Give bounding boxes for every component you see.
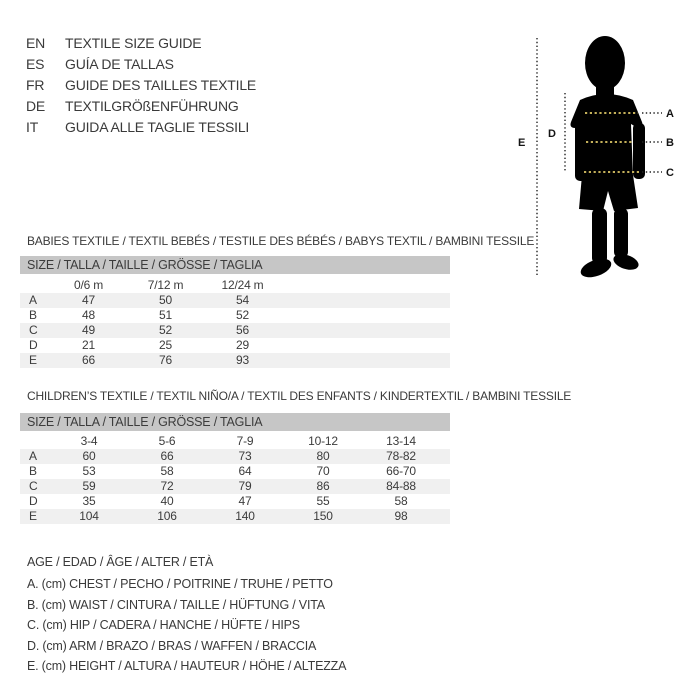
babies-column-header: 12/24 m [221, 278, 264, 292]
legend-item-height: E. (cm) HEIGHT / ALTURA / HAUTEUR / HÖHE / ALTEZZA [27, 659, 347, 674]
size-value: 72 [160, 479, 174, 493]
size-value: 55 [316, 494, 330, 508]
child-silhouette-icon [571, 36, 646, 281]
language-row [26, 75, 256, 96]
table-row [20, 509, 450, 524]
size-value: 58 [394, 494, 408, 508]
row-label: E [29, 509, 37, 523]
size-value: 58 [160, 464, 174, 478]
size-value: 53 [82, 464, 96, 478]
children-column-header: 3-4 [80, 434, 98, 448]
size-value: 84-88 [386, 479, 416, 493]
row-label: A [29, 449, 37, 463]
size-value: 25 [159, 338, 172, 352]
legend-age-line: AGE / EDAD / ÂGE / ALTER / ETÀ [27, 555, 214, 569]
size-value: 104 [79, 509, 99, 523]
babies-column-header: 7/12 m [147, 278, 184, 292]
row-label: C [29, 323, 38, 337]
size-value: 60 [82, 449, 96, 463]
size-value: 54 [236, 293, 249, 307]
size-value: 50 [159, 293, 172, 307]
size-value: 35 [82, 494, 96, 508]
row-label: A [29, 293, 37, 307]
language-title: GUÍA DE TALLAS [65, 56, 174, 72]
size-value: 80 [316, 449, 330, 463]
language-code: IT [26, 119, 39, 135]
language-code: ES [26, 56, 45, 72]
language-code: FR [26, 77, 45, 93]
row-label: B [29, 308, 37, 322]
size-value: 70 [316, 464, 330, 478]
size-value: 150 [313, 509, 333, 523]
babies-size-table [20, 277, 450, 368]
table-row [20, 293, 450, 308]
legend-item-chest: A. (cm) CHEST / PECHO / POITRINE / TRUHE / PETTO [27, 577, 333, 592]
babies-column-header-row [20, 277, 450, 293]
row-label: B [29, 464, 37, 478]
measurement-legend [27, 552, 346, 676]
legend-item-hip: C. (cm) HIP / CADERA / HANCHE / HÜFTE / HIPS [27, 618, 300, 633]
size-value: 64 [238, 464, 252, 478]
size-value: 49 [82, 323, 95, 337]
size-value: 93 [236, 353, 249, 367]
figure-label-d: D [548, 128, 556, 140]
empty-corner-cell [20, 433, 50, 449]
row-label: D [29, 494, 38, 508]
figure-label-e: E [518, 137, 526, 149]
size-value: 106 [157, 509, 177, 523]
language-title: GUIDE DES TAILLES TEXTILE [65, 77, 257, 93]
size-value: 56 [236, 323, 249, 337]
table-row [20, 449, 450, 464]
language-code: DE [26, 98, 46, 114]
table-row [20, 353, 450, 368]
legend-item-arm: D. (cm) ARM / BRAZO / BRAS / WAFFEN / BRACCIA [27, 638, 317, 653]
children-column-header: 5-6 [158, 434, 176, 448]
children-column-header: 13-14 [386, 434, 416, 448]
size-value: 66 [82, 353, 95, 367]
children-size-table [20, 433, 450, 524]
language-code: EN [26, 35, 46, 51]
language-row [26, 33, 256, 54]
language-title: GUIDA ALLE TAGLIE TESSILI [65, 119, 250, 135]
size-value: 66-70 [386, 464, 416, 478]
table-row [20, 338, 450, 353]
size-value: 76 [159, 353, 172, 367]
table-row [20, 479, 450, 494]
children-size-header-bar: SIZE / TALLA / TAILLE / GRÖSSE / TAGLIA [20, 413, 450, 431]
size-value: 98 [394, 509, 408, 523]
size-value: 40 [160, 494, 174, 508]
size-value: 59 [82, 479, 96, 493]
child-measurement-figure [500, 25, 700, 295]
babies-size-header-bar: SIZE / TALLA / TAILLE / GRÖSSE / TAGLIA [20, 256, 450, 274]
language-row [26, 117, 256, 138]
size-value: 52 [159, 323, 172, 337]
table-row [20, 308, 450, 323]
empty-corner-cell [20, 277, 50, 293]
babies-section-title: BABIES TEXTILE / TEXTIL BEBÉS / TESTILE DES BÉBÉS / BABYS TEXTIL / BAMBINI TESSILE [27, 234, 535, 248]
table-row [20, 494, 450, 509]
children-column-header: 7-9 [236, 434, 254, 448]
size-value: 48 [82, 308, 95, 322]
language-row [26, 54, 256, 75]
language-title: TEXTILGRÖßENFÜHRUNG [65, 98, 239, 114]
size-value: 51 [159, 308, 172, 322]
figure-label-b: B [666, 137, 674, 149]
language-title: TEXTILE SIZE GUIDE [65, 35, 202, 51]
children-section-title: CHILDREN’S TEXTILE / TEXTIL NIÑO/A / TEXTIL DES ENFANTS / KINDERTEXTIL / BAMBINI TESSILE [27, 389, 572, 403]
children-column-header-row [20, 433, 450, 449]
size-value: 47 [82, 293, 95, 307]
size-value: 66 [160, 449, 174, 463]
size-value: 21 [82, 338, 95, 352]
children-column-header: 10-12 [308, 434, 338, 448]
row-label: D [29, 338, 38, 352]
figure-label-c: C [666, 167, 674, 179]
language-title-list [26, 33, 256, 138]
table-row [20, 323, 450, 338]
babies-column-header: 0/6 m [73, 278, 103, 292]
size-value: 78-82 [386, 449, 416, 463]
language-row [26, 96, 256, 117]
table-row [20, 464, 450, 479]
size-value: 73 [238, 449, 252, 463]
row-label: C [29, 479, 38, 493]
size-value: 52 [236, 308, 249, 322]
size-value: 79 [238, 479, 252, 493]
figure-label-a: A [666, 108, 674, 120]
row-label: E [29, 353, 37, 367]
size-value: 29 [236, 338, 249, 352]
size-value: 140 [235, 509, 255, 523]
size-value: 86 [316, 479, 330, 493]
size-value: 47 [238, 494, 252, 508]
legend-item-waist: B. (cm) WAIST / CINTURA / TAILLE / HÜFTUNG / VITA [27, 597, 325, 612]
